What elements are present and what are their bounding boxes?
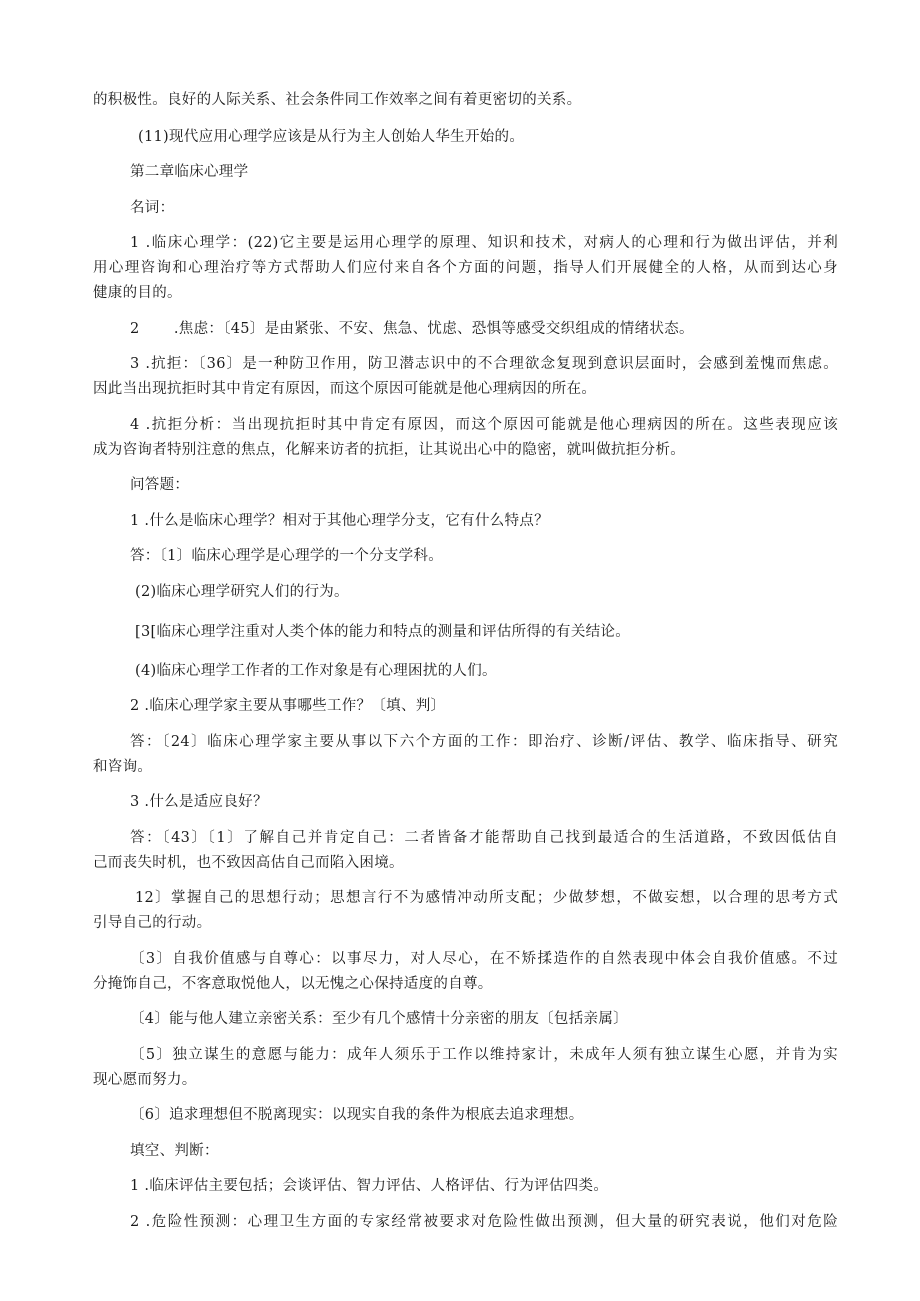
text-line: 的积极性。良好的人际关系、社会条件同工作效率之间有着更密切的关系。 [93, 92, 582, 108]
text-line: 3 .抗拒：〔36〕是一种防卫作用，防卫潜志识中的不合理欲念复现到意识层面时，会感到羞愧而焦虑。 [130, 356, 838, 372]
answer-line: 〔6〕追求理想但不脱离现实：以现实自我的条件为根底去追求理想。 [130, 1107, 584, 1123]
answer-line: (2)临床心理学研究人们的行为。 [135, 584, 349, 600]
text-line: 2 .危险性预测：心理卫生方面的专家经常被要求对危险性做出预测，但大量的研究表说，他们对危险 [130, 1214, 838, 1230]
text-line: 成为咨询者特别注意的焦点，化解来访者的抗拒，让其说出心中的隐密，就叫做抗拒分析。 [93, 442, 685, 458]
section-heading: 填空、判断： [130, 1143, 219, 1159]
answer-line: 〔3〕自我价值感与自尊心：以事尽力，对人尽心，在不矫揉造作的自然表现中体会自我价值感。不过 [130, 951, 838, 967]
question-line: 1 .什么是临床心理学？相对于其他心理学分支，它有什么特点？ [130, 513, 549, 529]
answer-line: 〔5〕独立谋生的意愿与能力：成年人须乐于工作以维持家计，未成年人须有独立谋生心愿，并肯为实 [130, 1047, 838, 1063]
text-line: 2 .焦虑：〔45〕是由紧张、不安、焦急、忧虑、恐惧等感受交织组成的情绪状态。 [130, 321, 694, 337]
answer-line: 己而丧失时机，也不致因高估自己而陷入困境。 [93, 855, 404, 871]
text-line: 1 .临床评估主要包括；会谈评估、智力评估、人格评估、行为评估四类。 [130, 1178, 609, 1194]
answer-line: 现心愿而努力。 [93, 1072, 197, 1088]
chapter-heading: 第二章临床心理学 [130, 164, 249, 180]
answer-line: 〔4〕能与他人建立亲密关系：至少有几个感情十分亲密的朋友〔包括亲属〕 [130, 1011, 628, 1027]
question-line: 3 .什么是适应良好？ [130, 794, 268, 810]
answer-line: (4)临床心理学工作者的工作对象是有心理困扰的人们。 [135, 663, 497, 679]
section-heading: 问答题： [130, 477, 190, 493]
answer-line: [3[临床心理学注重对人类个体的能力和特点的测量和评估所得的有关结论。 [135, 624, 631, 640]
answer-line: 答：〔43〕〔1〕了解自己并肯定自己：二者皆备才能帮助自己找到最适合的生活道路，不致因低估自 [130, 830, 838, 846]
section-heading: 名词： [130, 200, 175, 216]
text-line: 因此当出现抗拒时其中肯定有原因，而这个原因可能就是他心理病因的所在。 [93, 381, 597, 397]
answer-line: 答：〔24〕临床心理学家主要从事以下六个方面的工作：即治疗、诊断/评估、教学、临床指导、研究 [130, 734, 838, 750]
text-line: 4 .抗拒分析：当出现抗拒时其中肯定有原因，而这个原因可能就是他心理病因的所在。这些表现应该 [130, 417, 838, 433]
text-line: 用心理咨询和心理治疗等方式帮助人们应付来自各个方面的问题，指导人们开展健全的人格，从而到达心身 [93, 260, 838, 276]
answer-line: 分掩饰自己，不客意取悦他人，以无愧之心保持适度的自尊。 [93, 976, 493, 992]
text-line: 健康的目的。 [93, 285, 182, 301]
answer-line: 引导自己的行动。 [93, 915, 212, 931]
text-line: 1 .临床心理学：(22)它主要是运用心理学的原理、知识和技术，对病人的心理和行为做出评估，并利 [130, 235, 838, 251]
text-line: (11)现代应用心理学应该是从行为主人创始人华生开始的。 [138, 129, 525, 145]
answer-line: 和咨询。 [93, 759, 153, 775]
answer-line: 答：〔1〕临床心理学是心理学的一个分支学科。 [130, 548, 444, 564]
answer-line: 12〕掌握自己的思想行动；思想言行不为感情冲动所支配；少做梦想，不做妄想，以合理的思考方式 [135, 890, 838, 906]
question-line: 2 .临床心理学家主要从事哪些工作？〔填、判〕 [130, 698, 446, 714]
